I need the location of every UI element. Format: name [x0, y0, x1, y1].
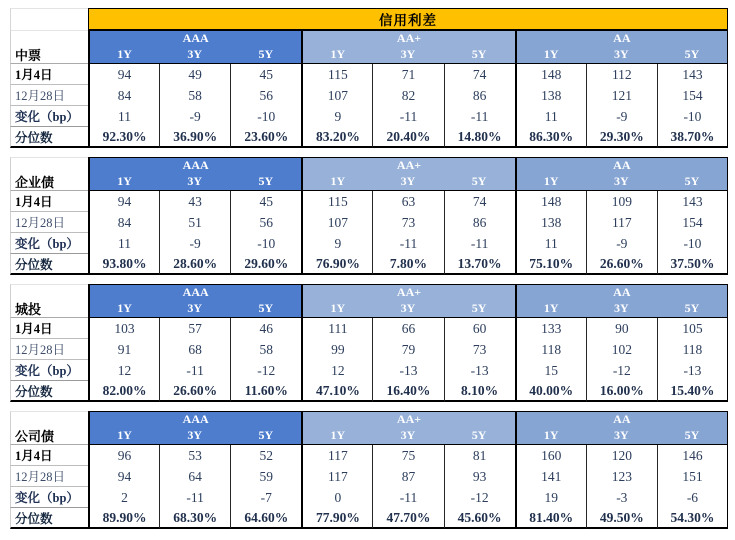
value-cell: 91 — [88, 339, 159, 360]
tenor-header: 1Y — [515, 426, 586, 445]
value-cell: 51 — [159, 212, 230, 233]
value-cell: -9 — [586, 233, 657, 254]
corner-cell — [10, 8, 88, 30]
value-cell: 63 — [372, 191, 443, 212]
value-cell: 96 — [88, 445, 159, 466]
value-cell: 117 — [586, 212, 657, 233]
value-cell: 90 — [586, 318, 657, 339]
value-cell: 15 — [515, 360, 586, 381]
value-cell: 86 — [444, 85, 515, 106]
value-cell: 107 — [301, 212, 372, 233]
tenor-header: 3Y — [372, 299, 443, 318]
section-name: 企业债 — [10, 172, 88, 191]
rating-header: AA+ — [301, 411, 514, 426]
tenor-header: 1Y — [515, 45, 586, 64]
value-cell: 40.00% — [515, 381, 586, 402]
row-label: 分位数 — [10, 508, 88, 529]
value-cell: 68 — [159, 339, 230, 360]
value-cell: 23.60% — [230, 127, 301, 148]
value-cell: 148 — [515, 64, 586, 85]
value-cell: 92.30% — [88, 127, 159, 148]
value-cell: 12 — [301, 360, 372, 381]
value-cell: 81 — [444, 445, 515, 466]
tenor-header: 3Y — [372, 172, 443, 191]
value-cell: 16.40% — [372, 381, 443, 402]
value-cell: 36.90% — [159, 127, 230, 148]
title-bar — [10, 8, 728, 27]
value-cell: 82.00% — [88, 381, 159, 402]
value-cell: 19 — [515, 487, 586, 508]
value-cell: 47.10% — [301, 381, 372, 402]
value-cell: 28.60% — [159, 254, 230, 275]
tenor-header: 5Y — [657, 426, 728, 445]
value-cell: 79 — [372, 339, 443, 360]
tenor-header: 5Y — [444, 426, 515, 445]
sections-container — [10, 30, 728, 529]
value-cell: 86.30% — [515, 127, 586, 148]
value-cell: 138 — [515, 85, 586, 106]
row-label: 变化（bp） — [10, 487, 88, 508]
value-cell: -12 — [586, 360, 657, 381]
value-cell: 84 — [88, 212, 159, 233]
label-spacer — [10, 157, 88, 172]
value-cell: -13 — [657, 360, 728, 381]
rating-header: AA+ — [301, 30, 514, 45]
row-label: 分位数 — [10, 381, 88, 402]
tenor-header: 3Y — [159, 172, 230, 191]
value-cell: -10 — [230, 106, 301, 127]
value-cell: 0 — [301, 487, 372, 508]
row-label: 12月28日 — [10, 85, 88, 106]
value-cell: 81.40% — [515, 508, 586, 529]
tenor-header: 1Y — [301, 45, 372, 64]
value-cell: 109 — [586, 191, 657, 212]
value-cell: 133 — [515, 318, 586, 339]
row-label: 12月28日 — [10, 212, 88, 233]
row-label: 1月4日 — [10, 191, 88, 212]
rating-header: AA — [515, 411, 728, 426]
tenor-header: 5Y — [230, 426, 301, 445]
rating-header: AAA — [88, 411, 301, 426]
tenor-header: 5Y — [444, 172, 515, 191]
value-cell: 26.60% — [159, 381, 230, 402]
value-cell: 12 — [88, 360, 159, 381]
value-cell: 123 — [586, 466, 657, 487]
value-cell: 84 — [88, 85, 159, 106]
value-cell: 83.20% — [301, 127, 372, 148]
row-label: 变化（bp） — [10, 360, 88, 381]
value-cell: -12 — [444, 487, 515, 508]
row-label: 变化（bp） — [10, 106, 88, 127]
rating-header: AA — [515, 157, 728, 172]
value-cell: 9 — [301, 106, 372, 127]
value-cell: 154 — [657, 85, 728, 106]
value-cell: 102 — [586, 339, 657, 360]
value-cell: 11.60% — [230, 381, 301, 402]
tenor-header: 5Y — [657, 45, 728, 64]
value-cell: -10 — [230, 233, 301, 254]
value-cell: 73 — [372, 212, 443, 233]
tenor-header: 1Y — [301, 299, 372, 318]
value-cell: 66 — [372, 318, 443, 339]
value-cell: 75 — [372, 445, 443, 466]
tenor-header: 1Y — [88, 172, 159, 191]
value-cell: 37.50% — [657, 254, 728, 275]
value-cell: 118 — [515, 339, 586, 360]
tenor-header: 1Y — [88, 45, 159, 64]
value-cell: -11 — [444, 233, 515, 254]
value-cell: 77.90% — [301, 508, 372, 529]
value-cell: 112 — [586, 64, 657, 85]
rating-header: AA+ — [301, 157, 514, 172]
value-cell: 43 — [159, 191, 230, 212]
tenor-header: 5Y — [230, 45, 301, 64]
value-cell: 11 — [88, 233, 159, 254]
value-cell: -10 — [657, 233, 728, 254]
tenor-header: 3Y — [586, 172, 657, 191]
value-cell: 93 — [444, 466, 515, 487]
page-title: 信用利差 — [88, 8, 728, 30]
value-cell: 87 — [372, 466, 443, 487]
value-cell: -13 — [444, 360, 515, 381]
value-cell: 38.70% — [657, 127, 728, 148]
value-cell: 121 — [586, 85, 657, 106]
tenor-header: 3Y — [586, 45, 657, 64]
tenor-header: 1Y — [301, 172, 372, 191]
value-cell: 107 — [301, 85, 372, 106]
value-cell: 13.70% — [444, 254, 515, 275]
value-cell: 89.90% — [88, 508, 159, 529]
value-cell: 118 — [657, 339, 728, 360]
tenor-header: 3Y — [159, 45, 230, 64]
value-cell: 143 — [657, 191, 728, 212]
row-label: 分位数 — [10, 127, 88, 148]
row-label: 1月4日 — [10, 445, 88, 466]
value-cell: -13 — [372, 360, 443, 381]
tenor-header: 1Y — [88, 299, 159, 318]
value-cell: 7.80% — [372, 254, 443, 275]
tenor-header: 3Y — [372, 45, 443, 64]
value-cell: 138 — [515, 212, 586, 233]
value-cell: 53 — [159, 445, 230, 466]
value-cell: -9 — [586, 106, 657, 127]
value-cell: 49 — [159, 64, 230, 85]
tenor-header: 3Y — [372, 426, 443, 445]
value-cell: 76.90% — [301, 254, 372, 275]
value-cell: 74 — [444, 64, 515, 85]
tenor-header: 5Y — [444, 45, 515, 64]
value-cell: 73 — [444, 339, 515, 360]
rating-header: AA+ — [301, 284, 514, 299]
value-cell: 117 — [301, 466, 372, 487]
rating-header: AAA — [88, 30, 301, 45]
value-cell: 71 — [372, 64, 443, 85]
tenor-header: 3Y — [586, 426, 657, 445]
value-cell: 160 — [515, 445, 586, 466]
value-cell: 117 — [301, 445, 372, 466]
value-cell: -7 — [230, 487, 301, 508]
value-cell: 148 — [515, 191, 586, 212]
value-cell: -10 — [657, 106, 728, 127]
value-cell: 75.10% — [515, 254, 586, 275]
value-cell: -3 — [586, 487, 657, 508]
value-cell: -11 — [159, 360, 230, 381]
tenor-header: 5Y — [230, 172, 301, 191]
value-cell: 56 — [230, 212, 301, 233]
value-cell: 15.40% — [657, 381, 728, 402]
value-cell: 154 — [657, 212, 728, 233]
value-cell: 11 — [515, 233, 586, 254]
tenor-header: 5Y — [657, 299, 728, 318]
value-cell: 45.60% — [444, 508, 515, 529]
value-cell: 11 — [515, 106, 586, 127]
value-cell: 46 — [230, 318, 301, 339]
value-cell: 57 — [159, 318, 230, 339]
section-name: 城投 — [10, 299, 88, 318]
section-name: 公司债 — [10, 426, 88, 445]
value-cell: 151 — [657, 466, 728, 487]
value-cell: 54.30% — [657, 508, 728, 529]
value-cell: -9 — [159, 106, 230, 127]
tenor-header: 5Y — [657, 172, 728, 191]
section-name: 中票 — [10, 45, 88, 64]
bond-section — [10, 157, 728, 275]
value-cell: 26.60% — [586, 254, 657, 275]
bond-section — [10, 30, 728, 148]
tenor-header: 5Y — [230, 299, 301, 318]
value-cell: 29.60% — [230, 254, 301, 275]
value-cell: 111 — [301, 318, 372, 339]
rating-header: AAA — [88, 157, 301, 172]
value-cell: 47.70% — [372, 508, 443, 529]
row-label: 12月28日 — [10, 466, 88, 487]
tenor-header: 1Y — [301, 426, 372, 445]
value-cell: 58 — [159, 85, 230, 106]
value-cell: 64 — [159, 466, 230, 487]
rating-header: AA — [515, 284, 728, 299]
value-cell: 9 — [301, 233, 372, 254]
value-cell: 82 — [372, 85, 443, 106]
value-cell: 74 — [444, 191, 515, 212]
value-cell: 94 — [88, 64, 159, 85]
value-cell: -6 — [657, 487, 728, 508]
value-cell: 49.50% — [586, 508, 657, 529]
value-cell: 115 — [301, 191, 372, 212]
value-cell: 11 — [88, 106, 159, 127]
value-cell: 105 — [657, 318, 728, 339]
value-cell: 29.30% — [586, 127, 657, 148]
value-cell: 45 — [230, 191, 301, 212]
value-cell: 56 — [230, 85, 301, 106]
value-cell: 94 — [88, 466, 159, 487]
value-cell: 94 — [88, 191, 159, 212]
tenor-header: 1Y — [88, 426, 159, 445]
tenor-header: 3Y — [586, 299, 657, 318]
value-cell: -12 — [230, 360, 301, 381]
value-cell: 99 — [301, 339, 372, 360]
value-cell: 8.10% — [444, 381, 515, 402]
row-label: 12月28日 — [10, 339, 88, 360]
value-cell: 115 — [301, 64, 372, 85]
value-cell: 20.40% — [372, 127, 443, 148]
tenor-header: 3Y — [159, 299, 230, 318]
tenor-header: 5Y — [444, 299, 515, 318]
row-label: 1月4日 — [10, 64, 88, 85]
value-cell: -9 — [159, 233, 230, 254]
row-label: 变化（bp） — [10, 233, 88, 254]
value-cell: 93.80% — [88, 254, 159, 275]
bond-section — [10, 284, 728, 402]
row-label: 1月4日 — [10, 318, 88, 339]
value-cell: 68.30% — [159, 508, 230, 529]
value-cell: -11 — [372, 487, 443, 508]
rating-header: AA — [515, 30, 728, 45]
value-cell: 60 — [444, 318, 515, 339]
label-spacer — [10, 30, 88, 45]
row-label: 分位数 — [10, 254, 88, 275]
value-cell: 16.00% — [586, 381, 657, 402]
label-spacer — [10, 284, 88, 299]
value-cell: 59 — [230, 466, 301, 487]
value-cell: 64.60% — [230, 508, 301, 529]
value-cell: 141 — [515, 466, 586, 487]
tenor-header: 1Y — [515, 172, 586, 191]
value-cell: -11 — [372, 106, 443, 127]
value-cell: 2 — [88, 487, 159, 508]
value-cell: 143 — [657, 64, 728, 85]
tenor-header: 1Y — [515, 299, 586, 318]
value-cell: 14.80% — [444, 127, 515, 148]
value-cell: -11 — [159, 487, 230, 508]
value-cell: 45 — [230, 64, 301, 85]
value-cell: -11 — [372, 233, 443, 254]
value-cell: 120 — [586, 445, 657, 466]
credit-spread-table — [10, 8, 728, 529]
rating-header: AAA — [88, 284, 301, 299]
value-cell: 86 — [444, 212, 515, 233]
value-cell: 52 — [230, 445, 301, 466]
value-cell: 146 — [657, 445, 728, 466]
tenor-header: 3Y — [159, 426, 230, 445]
value-cell: 103 — [88, 318, 159, 339]
value-cell: -11 — [444, 106, 515, 127]
label-spacer — [10, 411, 88, 426]
value-cell: 58 — [230, 339, 301, 360]
bond-section — [10, 411, 728, 529]
